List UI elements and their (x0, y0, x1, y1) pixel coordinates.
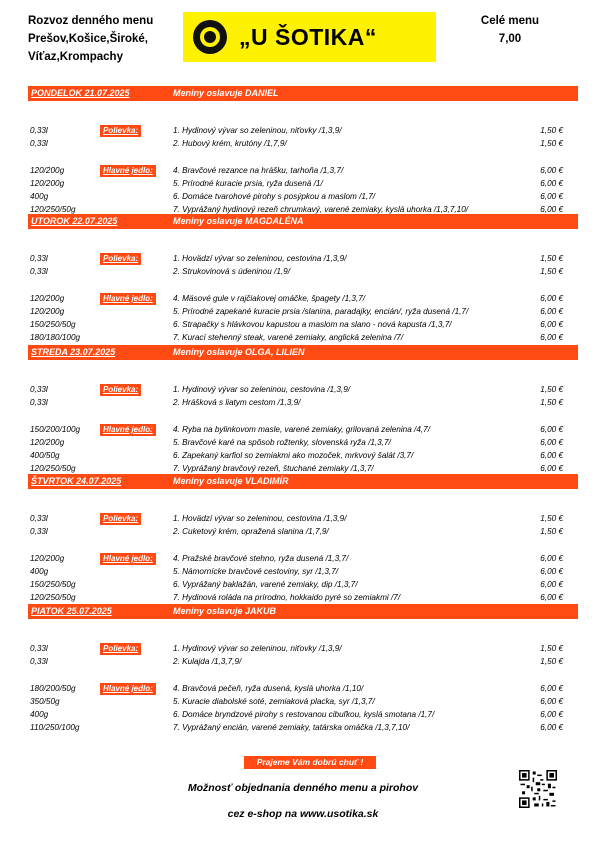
portion-weight: 0,33l (30, 254, 48, 263)
wish-badge: Prajeme Vám dobrú chuť ! (244, 756, 376, 769)
portion-weight: 120/200g (30, 166, 65, 175)
portion-weight: 150/250/50g (30, 320, 76, 329)
portion-weight: 120/250/50g (30, 593, 76, 602)
soup-row (28, 125, 578, 137)
portion-weight: 400g (30, 710, 49, 719)
day-header (28, 214, 578, 229)
eshop-link[interactable]: cez e-shop na www.usotika.sk (227, 808, 379, 820)
dish-name: 4. Bravčová pečeň, ryža dusená, kyslá uhorka /1,10/ (173, 684, 364, 693)
dish-price: 6,00 € (540, 333, 563, 342)
dish-name: 4. Bravčové rezance na hrášku, tarhoňa /1,3,7/ (173, 166, 344, 175)
dish-name: 1. Hovädzí vývar so zeleninou, cestovina /1,3,9/ (173, 514, 347, 523)
portion-weight: 0,33l (30, 398, 48, 407)
dish-price: 6,00 € (540, 723, 563, 732)
dish-price: 1,50 € (540, 527, 563, 536)
menu-price-label: Celé menu (480, 15, 540, 27)
dish-price: 6,00 € (540, 166, 563, 175)
dish-name: 1. Hovädzí vývar so zeleninou, cestovina /1,3,9/ (173, 254, 347, 263)
soup-label: Polievka: (100, 384, 141, 396)
dish-name: 5. Prírodné zapekané kuracie prsia /slanina, paradajky, encián/, ryža dusená /1,7/ (173, 307, 469, 316)
portion-weight: 120/200g (30, 438, 65, 447)
day-section (28, 604, 578, 732)
dish-price: 1,50 € (540, 254, 563, 263)
soup-row (28, 656, 578, 668)
dish-price: 6,00 € (540, 320, 563, 329)
dish-price: 6,00 € (540, 593, 563, 602)
main-dish-row (28, 178, 578, 190)
main-dish-label: Hlavné jedlo: (100, 165, 156, 177)
soup-row (28, 643, 578, 655)
day-section (28, 345, 578, 473)
dish-price: 6,00 € (540, 580, 563, 589)
portion-weight: 0,33l (30, 139, 48, 148)
dish-price: 1,50 € (540, 139, 563, 148)
dish-name: 1. Hydinový vývar so zeleninou, niťovky /1,3,9/ (173, 644, 342, 653)
main-dish-row (28, 709, 578, 721)
dish-price: 6,00 € (540, 425, 563, 434)
soup-label: Polievka: (100, 253, 141, 265)
header-left-line: Víťaz,Krompachy (28, 51, 123, 63)
qr-code-icon[interactable] (519, 770, 557, 808)
dish-name: 5. Námornícke bravčové cestoviny, syr /1,3,7/ (173, 567, 339, 576)
dish-name: 5. Kuracie diabolské soté, zemiaková placka, syr /1,3,7/ (173, 697, 375, 706)
dish-price: 6,00 € (540, 710, 563, 719)
main-dish-row (28, 424, 578, 436)
dish-price: 6,00 € (540, 205, 563, 214)
day-header (28, 86, 578, 101)
soup-row (28, 384, 578, 396)
dish-price: 6,00 € (540, 464, 563, 473)
soup-label: Polievka: (100, 643, 141, 655)
dish-name: 1. Hydinový vývar so zeleninou, niťovky /1,3,9/ (173, 126, 342, 135)
main-dish-row (28, 592, 578, 604)
logo-text: „U ŠOTIKA“ (239, 23, 377, 50)
dish-name: 7. Vyprážaný encián, varené zemiaky, tatárska omáčka /1,3,7,10/ (173, 723, 410, 732)
dish-name: 6. Strapačky s hlávkovou kapustou a maslom na slano - nová kapusta /1,3,7/ (173, 320, 452, 329)
soup-label: Polievka: (100, 125, 141, 137)
dish-price: 1,50 € (540, 644, 563, 653)
portion-weight: 120/200g (30, 307, 65, 316)
main-dish-row (28, 293, 578, 305)
dish-price: 1,50 € (540, 385, 563, 394)
dish-price: 6,00 € (540, 697, 563, 706)
portion-weight: 0,33l (30, 267, 48, 276)
dish-price: 6,00 € (540, 192, 563, 201)
dish-price: 6,00 € (540, 438, 563, 447)
dish-name: 4. Mäsové gule v rajčiakovej omáčke, špagety /1,3,7/ (173, 294, 366, 303)
plate-icon (193, 20, 227, 54)
header-left-line: Prešov,Košice,Široké, (28, 33, 148, 45)
dish-price: 1,50 € (540, 398, 563, 407)
dish-name: 2. Cuketový krém, opražená slanina /1,7,9/ (173, 527, 329, 536)
nameday-text: Meniny oslavuje MAGDALÉNA (173, 216, 304, 226)
main-dish-row (28, 450, 578, 462)
dish-price: 6,00 € (540, 294, 563, 303)
day-title: STREDA 23.07.2025 (31, 347, 116, 357)
day-title: PONDELOK 21.07.2025 (31, 88, 130, 98)
portion-weight: 120/250/50g (30, 205, 76, 214)
soup-row (28, 253, 578, 265)
day-title: ŠTVRTOK 24.07.2025 (31, 476, 122, 486)
day-header (28, 474, 578, 489)
dish-name: 6. Domáce tvarohové pirohy s posýpkou a maslom /1,7/ (173, 192, 376, 201)
portion-weight: 0,33l (30, 385, 48, 394)
dish-name: 5. Prírodné kuracie prsia, ryža dusená /1/ (173, 179, 323, 188)
main-dish-label: Hlavné jedlo: (100, 683, 156, 695)
dish-name: 5. Bravčové karé na spôsob rožtenky, slovenská ryža /1,3,7/ (173, 438, 391, 447)
portion-weight: 350/50g (30, 697, 60, 706)
portion-weight: 120/200g (30, 179, 65, 188)
main-dish-row (28, 332, 578, 344)
main-dish-row (28, 696, 578, 708)
portion-weight: 120/250/50g (30, 464, 76, 473)
soup-row (28, 526, 578, 538)
nameday-text: Meniny oslavuje JAKUB (173, 606, 277, 616)
portion-weight: 0,33l (30, 657, 48, 666)
soup-row (28, 513, 578, 525)
dish-name: 4. Ryba na bylinkovom masle, varené zemiaky, grilovaná zelenina /4,7/ (173, 425, 430, 434)
portion-weight: 110/250/100g (30, 723, 80, 732)
eshop-note: Možnosť objednania denného menu a pirohov (187, 782, 419, 794)
dish-name: 6. Zapekaný karfiol so zemiakmi ako mozoček, mrkvový šalát /3,7/ (173, 451, 414, 460)
dish-price: 6,00 € (540, 567, 563, 576)
main-dish-label: Hlavné jedlo: (100, 424, 156, 436)
portion-weight: 0,33l (30, 644, 48, 653)
dish-name: 1. Hydinový vývar so zeleninou, cestovina /1,3,9/ (173, 385, 351, 394)
soup-label: Polievka: (100, 513, 141, 525)
day-section (28, 214, 578, 342)
dish-name: 2. Hrášková s liatym cestom /1,3,9/ (173, 398, 301, 407)
soup-row (28, 138, 578, 150)
portion-weight: 180/180/100g (30, 333, 81, 342)
soup-row (28, 397, 578, 409)
day-title: UTOROK 22.07.2025 (31, 216, 118, 226)
dish-name: 2. Hubový krém, krutóny /1,7,9/ (173, 139, 287, 148)
portion-weight: 150/250/50g (30, 580, 76, 589)
dish-name: 7. Hydinová roláda na prírodno, hokkaido pyré so zemiakmi /7/ (173, 593, 401, 602)
dish-name: 7. Vyprážaný bravčový rezeň, štuchané zemiaky /1,3,7/ (173, 464, 374, 473)
portion-weight: 120/200g (30, 554, 65, 563)
menu-price-value: 7,00 (498, 33, 522, 45)
main-dish-label: Hlavné jedlo: (100, 553, 156, 565)
main-dish-row (28, 319, 578, 331)
main-dish-row (28, 306, 578, 318)
portion-weight: 180/200/50g (30, 684, 76, 693)
logo (183, 12, 436, 62)
dish-price: 6,00 € (540, 554, 563, 563)
portion-weight: 0,33l (30, 514, 48, 523)
day-section (28, 474, 578, 602)
portion-weight: 0,33l (30, 126, 48, 135)
main-dish-row (28, 165, 578, 177)
portion-weight: 0,33l (30, 527, 48, 536)
main-dish-row (28, 683, 578, 695)
dish-price: 1,50 € (540, 657, 563, 666)
main-dish-row (28, 437, 578, 449)
portion-weight: 400g (30, 567, 49, 576)
dish-price: 6,00 € (540, 179, 563, 188)
day-title: PIATOK 25.07.2025 (31, 606, 112, 616)
dish-price: 6,00 € (540, 307, 563, 316)
dish-name: 6. Domáce bryndzové pirohy s restovanou cibuľkou, kyslá smotana /1,7/ (173, 710, 435, 719)
header-left-line: Rozvoz denného menu (28, 15, 154, 27)
nameday-text: Meniny oslavuje VLADIMÍR (173, 476, 289, 486)
day-header (28, 345, 578, 360)
dish-name: 7. Vyprážaný hydinový rezeň chrumkavý, varené zemiaky, kyslá uhorka /1,3,7,10/ (173, 205, 469, 214)
main-dish-row (28, 722, 578, 734)
menu-price (470, 12, 550, 48)
header-left (28, 12, 153, 66)
dish-price: 1,50 € (540, 267, 563, 276)
portion-weight: 120/200g (30, 294, 65, 303)
portion-weight: 400/50g (30, 451, 60, 460)
nameday-text: Meniny oslavuje DANIEL (173, 88, 279, 98)
day-header (28, 604, 578, 619)
dish-name: 7. Kurací stehenný steak, varené zemiaky, anglická zelenina /7/ (173, 333, 404, 342)
soup-row (28, 266, 578, 278)
main-dish-row (28, 579, 578, 591)
dish-price: 1,50 € (540, 126, 563, 135)
dish-price: 1,50 € (540, 514, 563, 523)
main-dish-row (28, 553, 578, 565)
dish-price: 6,00 € (540, 451, 563, 460)
dish-name: 2. Kulajda /1,3,7,9/ (173, 657, 242, 666)
main-dish-row (28, 566, 578, 578)
dish-name: 6. Vyprážaný baklažán, varené zemiaky, dip /1,3,7/ (173, 580, 358, 589)
portion-weight: 400g (30, 192, 49, 201)
nameday-text: Meniny oslavuje OLGA, LILIEN (173, 347, 305, 357)
dish-name: 2. Strukovinová s údeninou /1,9/ (173, 267, 290, 276)
main-dish-label: Hlavné jedlo: (100, 293, 156, 305)
day-section (28, 86, 578, 214)
portion-weight: 150/200/100g (30, 425, 81, 434)
dish-name: 4. Pražské bravčové stehno, ryža dusená /1,3,7/ (173, 554, 349, 563)
main-dish-row (28, 191, 578, 203)
dish-price: 6,00 € (540, 684, 563, 693)
